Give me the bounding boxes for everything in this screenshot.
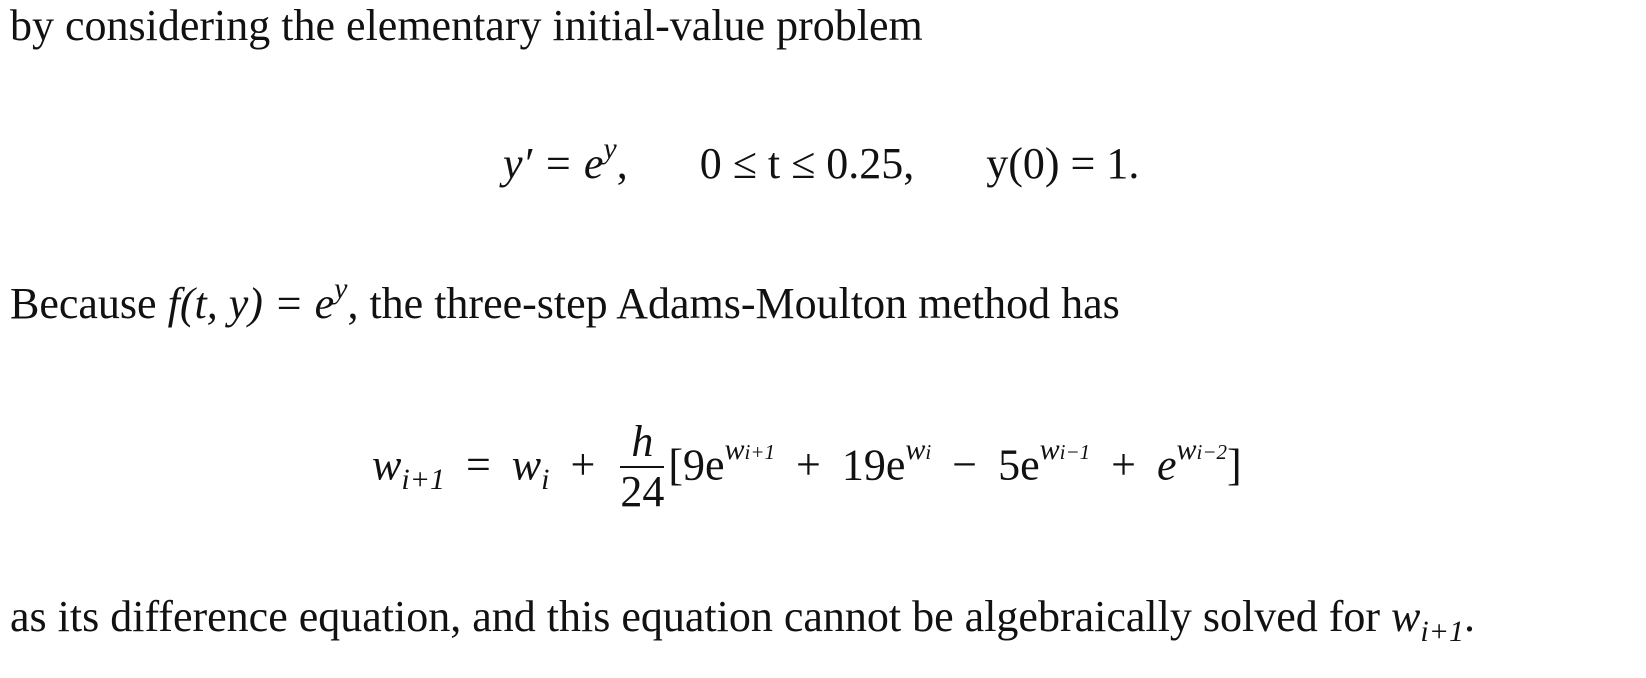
- eq2-w-i: w: [511, 440, 542, 490]
- p2-func-args: (t, y): [179, 279, 263, 328]
- eq1-lhs-exponent: y: [603, 132, 617, 165]
- p2-trail: , the three-step Adams-Moulton method has: [347, 279, 1120, 328]
- p2-func-f: f: [167, 279, 180, 328]
- p3-text: as its difference equation, and this equation cannot be algebraically solved for: [10, 592, 1392, 641]
- eq2-t2-exp-sub: i: [925, 440, 932, 465]
- p3-sub: i+1: [1420, 615, 1464, 648]
- eq2-t4-exp: [1177, 433, 1228, 466]
- eq2-open-term: [9e: [668, 440, 725, 490]
- eq2-t4-coef: e: [1156, 440, 1177, 490]
- eq2-t2-coef: 19e: [841, 440, 906, 490]
- eq2-t1-exp: [725, 433, 776, 466]
- eq2-t2-exp: [905, 433, 931, 466]
- eq2-t3-exp-sub: i−1: [1059, 440, 1091, 465]
- eq2-minus: −: [952, 440, 978, 490]
- eq2-fraction: [620, 418, 664, 517]
- p2-lead: Because: [10, 279, 157, 328]
- eq2-frac-den: 24: [620, 467, 665, 517]
- eq1-initial-condition: y(0) = 1.: [986, 139, 1140, 188]
- eq2-plus3: +: [1111, 440, 1136, 490]
- eq2-plus2: +: [796, 440, 821, 490]
- paragraph-because: [10, 272, 1120, 328]
- eq1-interval: 0 ≤ t ≤ 0.25,: [699, 139, 915, 188]
- eq2-plus: +: [570, 440, 596, 490]
- eq2-equals: =: [465, 440, 491, 490]
- p2-equals: = e: [262, 279, 335, 328]
- eq2-t2-exp-var: w: [905, 433, 926, 467]
- eq2-t4-exp-var: w: [1176, 433, 1197, 467]
- eq1-lhs-comma: ,: [616, 139, 628, 188]
- eq2-t3-exp: [1040, 433, 1091, 466]
- eq2-t3-exp-var: w: [1039, 433, 1060, 467]
- p3-var: w: [1391, 592, 1421, 641]
- paragraph-conclusion: [10, 592, 1475, 648]
- eq2-lhs-sub: i+1: [401, 463, 445, 497]
- eq2-t1-exp-var: w: [724, 433, 745, 467]
- eq2-frac-num: h: [620, 418, 664, 468]
- equation-adams-moulton: [372, 417, 1242, 519]
- eq1-lhs: y′ = e: [503, 139, 604, 188]
- eq2-close-bracket: ]: [1227, 440, 1242, 490]
- eq2-lhs-var: w: [372, 440, 402, 490]
- eq2-w-i-sub: i: [541, 463, 550, 497]
- p2-exponent: y: [334, 272, 348, 305]
- eq2-t4-exp-sub: i−2: [1196, 440, 1228, 465]
- equation-ivp: [503, 132, 1140, 188]
- paragraph-intro: by considering the elementary initial-value problem: [10, 1, 923, 50]
- p3-period: .: [1464, 592, 1475, 641]
- eq2-t3-coef: 5e: [998, 440, 1040, 490]
- eq2-t1-exp-sub: i+1: [744, 440, 776, 465]
